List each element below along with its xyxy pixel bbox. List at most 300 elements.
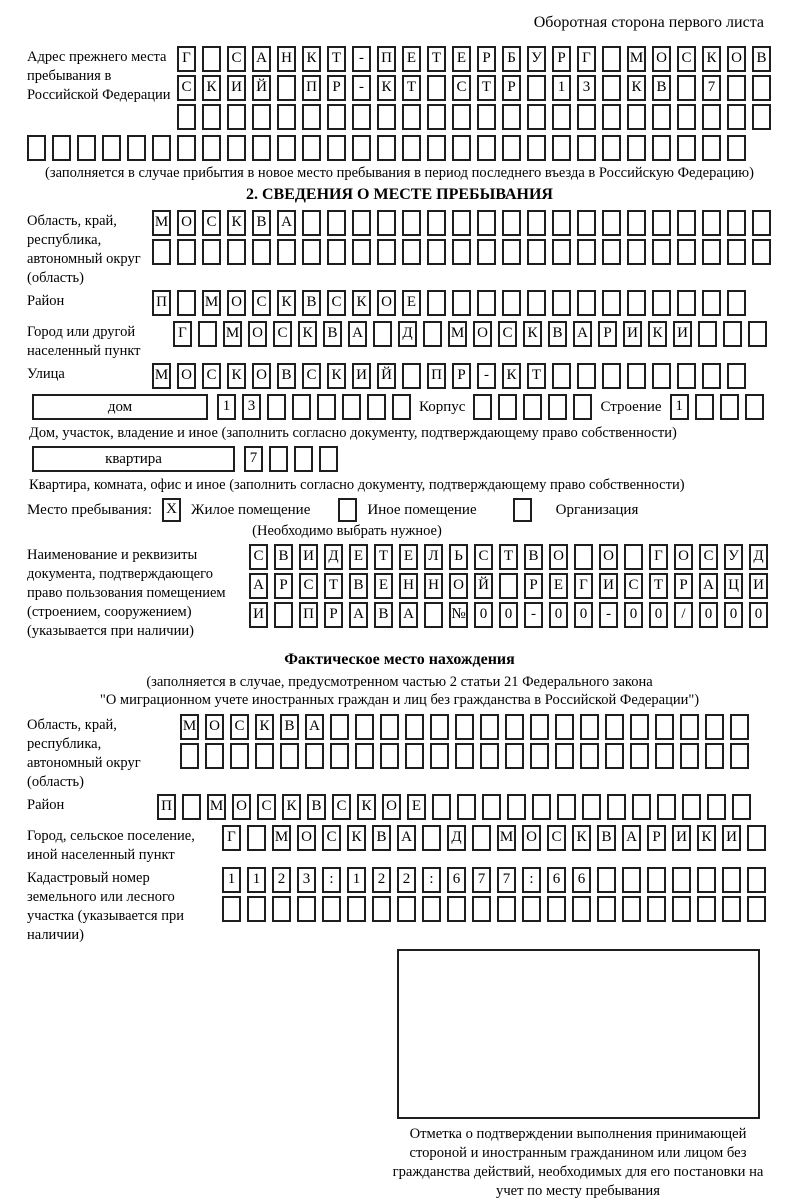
- char-box[interactable]: М: [152, 363, 171, 389]
- char-box[interactable]: [702, 363, 721, 389]
- char-box[interactable]: [355, 743, 374, 769]
- char-box[interactable]: [677, 239, 696, 265]
- char-box[interactable]: [497, 896, 516, 922]
- char-box[interactable]: К: [227, 363, 246, 389]
- char-box[interactable]: [527, 75, 546, 101]
- char-box[interactable]: [252, 135, 271, 161]
- char-box[interactable]: [177, 239, 196, 265]
- char-box[interactable]: [227, 239, 246, 265]
- char-box[interactable]: [752, 104, 771, 130]
- char-row[interactable]: [173, 321, 773, 347]
- char-row[interactable]: [249, 573, 774, 599]
- char-box[interactable]: [552, 135, 571, 161]
- char-box[interactable]: О: [177, 363, 196, 389]
- char-box[interactable]: Д: [749, 544, 768, 570]
- char-box[interactable]: [267, 394, 286, 420]
- char-box[interactable]: [405, 714, 424, 740]
- stroenie-cells[interactable]: [670, 394, 770, 420]
- char-box[interactable]: [342, 394, 361, 420]
- char-box[interactable]: [327, 239, 346, 265]
- char-box[interactable]: [602, 239, 621, 265]
- char-box[interactable]: [452, 290, 471, 316]
- char-box[interactable]: [577, 290, 596, 316]
- char-box[interactable]: Й: [252, 75, 271, 101]
- char-box[interactable]: [605, 714, 624, 740]
- char-box[interactable]: [582, 794, 601, 820]
- char-box[interactable]: К: [377, 75, 396, 101]
- char-box[interactable]: [77, 135, 96, 161]
- char-box[interactable]: [752, 210, 771, 236]
- char-box[interactable]: [527, 239, 546, 265]
- char-box[interactable]: [552, 239, 571, 265]
- char-box[interactable]: [422, 825, 441, 851]
- char-box[interactable]: [652, 239, 671, 265]
- char-box[interactable]: Е: [549, 573, 568, 599]
- char-box[interactable]: [527, 290, 546, 316]
- char-box[interactable]: [457, 794, 476, 820]
- char-box[interactable]: [727, 290, 746, 316]
- char-box[interactable]: 0: [749, 602, 768, 628]
- char-box[interactable]: [397, 896, 416, 922]
- char-box[interactable]: [723, 321, 742, 347]
- char-box[interactable]: Ь: [449, 544, 468, 570]
- char-box[interactable]: И: [599, 573, 618, 599]
- char-box[interactable]: [722, 896, 741, 922]
- char-box[interactable]: [580, 714, 599, 740]
- char-box[interactable]: [322, 896, 341, 922]
- char-box[interactable]: [702, 210, 721, 236]
- char-box[interactable]: Е: [374, 573, 393, 599]
- char-box[interactable]: М: [207, 794, 226, 820]
- char-box[interactable]: [652, 135, 671, 161]
- char-box[interactable]: [202, 135, 221, 161]
- char-box[interactable]: [152, 239, 171, 265]
- char-box[interactable]: [695, 394, 714, 420]
- char-box[interactable]: О: [177, 210, 196, 236]
- char-box[interactable]: [427, 135, 446, 161]
- char-box[interactable]: С: [322, 825, 341, 851]
- char-box[interactable]: [292, 394, 311, 420]
- char-box[interactable]: [372, 896, 391, 922]
- char-box[interactable]: А: [305, 714, 324, 740]
- char-box[interactable]: [747, 825, 766, 851]
- char-box[interactable]: [622, 896, 641, 922]
- char-box[interactable]: К: [627, 75, 646, 101]
- char-box[interactable]: [377, 210, 396, 236]
- char-box[interactable]: [702, 239, 721, 265]
- char-box[interactable]: [627, 290, 646, 316]
- char-row[interactable]: [180, 743, 772, 769]
- char-box[interactable]: [752, 239, 771, 265]
- char-box[interactable]: [577, 210, 596, 236]
- char-box[interactable]: [677, 290, 696, 316]
- char-box[interactable]: [402, 210, 421, 236]
- char-box[interactable]: Е: [349, 544, 368, 570]
- char-box[interactable]: :: [422, 867, 441, 893]
- char-box[interactable]: [552, 210, 571, 236]
- char-box[interactable]: М: [497, 825, 516, 851]
- char-box[interactable]: [627, 135, 646, 161]
- char-box[interactable]: 2: [272, 867, 291, 893]
- char-box[interactable]: [702, 290, 721, 316]
- char-box[interactable]: [297, 896, 316, 922]
- char-box[interactable]: 1: [247, 867, 266, 893]
- char-box[interactable]: Н: [424, 573, 443, 599]
- char-box[interactable]: 0: [499, 602, 518, 628]
- char-row[interactable]: [249, 544, 774, 570]
- char-box[interactable]: С: [624, 573, 643, 599]
- char-box[interactable]: М: [152, 210, 171, 236]
- char-box[interactable]: Р: [274, 573, 293, 599]
- char-box[interactable]: [227, 104, 246, 130]
- char-box[interactable]: [477, 135, 496, 161]
- char-box[interactable]: М: [627, 46, 646, 72]
- char-box[interactable]: О: [377, 290, 396, 316]
- char-box[interactable]: Р: [524, 573, 543, 599]
- char-box[interactable]: [447, 896, 466, 922]
- char-box[interactable]: [177, 290, 196, 316]
- char-box[interactable]: Т: [327, 46, 346, 72]
- char-box[interactable]: И: [623, 321, 642, 347]
- char-box[interactable]: Е: [407, 794, 426, 820]
- char-box[interactable]: С: [474, 544, 493, 570]
- char-box[interactable]: С: [257, 794, 276, 820]
- char-box[interactable]: [430, 714, 449, 740]
- char-box[interactable]: [432, 794, 451, 820]
- checkbox-residential[interactable]: X: [162, 498, 181, 522]
- char-box[interactable]: [605, 743, 624, 769]
- char-row[interactable]: [177, 104, 777, 130]
- char-box[interactable]: [680, 714, 699, 740]
- char-box[interactable]: В: [274, 544, 293, 570]
- char-box[interactable]: [352, 239, 371, 265]
- char-box[interactable]: С: [452, 75, 471, 101]
- char-box[interactable]: [202, 104, 221, 130]
- char-box[interactable]: [602, 46, 621, 72]
- char-box[interactable]: 1: [670, 394, 689, 420]
- char-box[interactable]: К: [277, 290, 296, 316]
- char-box[interactable]: В: [302, 290, 321, 316]
- char-box[interactable]: К: [523, 321, 542, 347]
- char-box[interactable]: Г: [177, 46, 196, 72]
- char-box[interactable]: [247, 825, 266, 851]
- char-box[interactable]: [652, 210, 671, 236]
- char-box[interactable]: [702, 104, 721, 130]
- char-box[interactable]: 0: [549, 602, 568, 628]
- char-box[interactable]: [548, 394, 567, 420]
- char-box[interactable]: [552, 363, 571, 389]
- char-box[interactable]: О: [248, 321, 267, 347]
- char-box[interactable]: [507, 794, 526, 820]
- char-box[interactable]: [552, 104, 571, 130]
- char-box[interactable]: [680, 743, 699, 769]
- char-box[interactable]: [202, 46, 221, 72]
- char-box[interactable]: С: [677, 46, 696, 72]
- char-row[interactable]: [152, 363, 772, 389]
- char-box[interactable]: 3: [242, 394, 261, 420]
- char-box[interactable]: [355, 714, 374, 740]
- char-box[interactable]: -: [599, 602, 618, 628]
- char-box[interactable]: [252, 104, 271, 130]
- char-box[interactable]: [477, 210, 496, 236]
- char-box[interactable]: К: [282, 794, 301, 820]
- char-box[interactable]: [672, 867, 691, 893]
- char-box[interactable]: О: [297, 825, 316, 851]
- char-box[interactable]: [627, 210, 646, 236]
- char-box[interactable]: 7: [702, 75, 721, 101]
- char-box[interactable]: [177, 104, 196, 130]
- char-box[interactable]: А: [622, 825, 641, 851]
- char-box[interactable]: [502, 104, 521, 130]
- char-box[interactable]: Т: [477, 75, 496, 101]
- char-box[interactable]: Р: [327, 75, 346, 101]
- char-box[interactable]: [377, 239, 396, 265]
- char-box[interactable]: [480, 714, 499, 740]
- char-box[interactable]: И: [352, 363, 371, 389]
- char-box[interactable]: [317, 394, 336, 420]
- char-box[interactable]: С: [302, 363, 321, 389]
- char-box[interactable]: Т: [402, 75, 421, 101]
- char-box[interactable]: П: [377, 46, 396, 72]
- char-row[interactable]: [249, 602, 774, 628]
- char-box[interactable]: [572, 896, 591, 922]
- char-row[interactable]: [152, 210, 777, 236]
- char-box[interactable]: [472, 825, 491, 851]
- char-box[interactable]: В: [372, 825, 391, 851]
- char-box[interactable]: О: [522, 825, 541, 851]
- char-box[interactable]: О: [382, 794, 401, 820]
- char-box[interactable]: [677, 210, 696, 236]
- char-box[interactable]: [622, 867, 641, 893]
- char-box[interactable]: П: [152, 290, 171, 316]
- char-box[interactable]: [602, 210, 621, 236]
- char-box[interactable]: [480, 743, 499, 769]
- char-box[interactable]: -: [524, 602, 543, 628]
- char-box[interactable]: [697, 896, 716, 922]
- char-box[interactable]: К: [572, 825, 591, 851]
- char-box[interactable]: [402, 363, 421, 389]
- checkbox-organization[interactable]: [513, 498, 532, 522]
- char-box[interactable]: [27, 135, 46, 161]
- char-box[interactable]: В: [374, 602, 393, 628]
- char-box[interactable]: И: [673, 321, 692, 347]
- char-box[interactable]: [347, 896, 366, 922]
- char-box[interactable]: Т: [499, 544, 518, 570]
- char-box[interactable]: [523, 394, 542, 420]
- char-box[interactable]: [657, 794, 676, 820]
- char-box[interactable]: А: [348, 321, 367, 347]
- char-box[interactable]: [472, 896, 491, 922]
- char-box[interactable]: 2: [397, 867, 416, 893]
- char-box[interactable]: И: [722, 825, 741, 851]
- char-box[interactable]: [527, 135, 546, 161]
- char-box[interactable]: К: [347, 825, 366, 851]
- char-box[interactable]: К: [255, 714, 274, 740]
- char-box[interactable]: [182, 794, 201, 820]
- char-box[interactable]: 6: [447, 867, 466, 893]
- char-box[interactable]: С: [547, 825, 566, 851]
- char-box[interactable]: С: [249, 544, 268, 570]
- char-box[interactable]: [602, 290, 621, 316]
- char-box[interactable]: 0: [724, 602, 743, 628]
- char-row[interactable]: [152, 290, 772, 316]
- char-box[interactable]: [205, 743, 224, 769]
- char-box[interactable]: [752, 75, 771, 101]
- char-box[interactable]: [427, 104, 446, 130]
- char-box[interactable]: 1: [347, 867, 366, 893]
- char-box[interactable]: [630, 714, 649, 740]
- char-box[interactable]: [527, 104, 546, 130]
- char-box[interactable]: О: [674, 544, 693, 570]
- char-box[interactable]: [505, 714, 524, 740]
- char-box[interactable]: В: [597, 825, 616, 851]
- char-box[interactable]: М: [448, 321, 467, 347]
- char-box[interactable]: [277, 135, 296, 161]
- char-box[interactable]: Е: [402, 46, 421, 72]
- char-box[interactable]: М: [202, 290, 221, 316]
- char-box[interactable]: 1: [222, 867, 241, 893]
- char-box[interactable]: О: [205, 714, 224, 740]
- char-box[interactable]: [577, 135, 596, 161]
- char-box[interactable]: 3: [297, 867, 316, 893]
- char-row[interactable]: [222, 867, 772, 893]
- char-box[interactable]: О: [232, 794, 251, 820]
- char-box[interactable]: [577, 104, 596, 130]
- char-box[interactable]: [377, 135, 396, 161]
- apartment-number-cells[interactable]: [244, 446, 344, 472]
- char-box[interactable]: 3: [577, 75, 596, 101]
- char-box[interactable]: Р: [324, 602, 343, 628]
- char-box[interactable]: 0: [574, 602, 593, 628]
- char-box[interactable]: В: [323, 321, 342, 347]
- char-row[interactable]: [177, 75, 777, 101]
- char-box[interactable]: О: [473, 321, 492, 347]
- char-box[interactable]: [672, 896, 691, 922]
- char-box[interactable]: [127, 135, 146, 161]
- char-box[interactable]: [652, 104, 671, 130]
- char-box[interactable]: В: [524, 544, 543, 570]
- char-box[interactable]: [477, 239, 496, 265]
- char-box[interactable]: О: [652, 46, 671, 72]
- house-number-cells[interactable]: [217, 394, 417, 420]
- char-box[interactable]: А: [397, 825, 416, 851]
- char-box[interactable]: [547, 896, 566, 922]
- char-box[interactable]: [367, 394, 386, 420]
- char-box[interactable]: А: [399, 602, 418, 628]
- char-box[interactable]: [573, 394, 592, 420]
- char-box[interactable]: [577, 239, 596, 265]
- char-box[interactable]: [632, 794, 651, 820]
- char-box[interactable]: [532, 794, 551, 820]
- char-box[interactable]: [502, 290, 521, 316]
- char-box[interactable]: :: [522, 867, 541, 893]
- char-box[interactable]: [747, 896, 766, 922]
- char-box[interactable]: Р: [598, 321, 617, 347]
- char-box[interactable]: [727, 239, 746, 265]
- char-box[interactable]: Т: [374, 544, 393, 570]
- char-box[interactable]: [602, 363, 621, 389]
- char-box[interactable]: [305, 743, 324, 769]
- char-box[interactable]: [574, 544, 593, 570]
- char-box[interactable]: Р: [674, 573, 693, 599]
- char-box[interactable]: [424, 602, 443, 628]
- char-box[interactable]: [727, 104, 746, 130]
- char-box[interactable]: [527, 210, 546, 236]
- char-box[interactable]: Г: [577, 46, 596, 72]
- char-box[interactable]: Р: [552, 46, 571, 72]
- char-box[interactable]: [502, 210, 521, 236]
- char-box[interactable]: Т: [527, 363, 546, 389]
- char-box[interactable]: [727, 210, 746, 236]
- char-box[interactable]: 7: [472, 867, 491, 893]
- char-box[interactable]: Д: [447, 825, 466, 851]
- char-box[interactable]: [502, 239, 521, 265]
- char-box[interactable]: В: [252, 210, 271, 236]
- char-box[interactable]: Т: [649, 573, 668, 599]
- char-box[interactable]: [652, 290, 671, 316]
- char-box[interactable]: [227, 135, 246, 161]
- char-box[interactable]: [647, 896, 666, 922]
- char-box[interactable]: [557, 794, 576, 820]
- char-box[interactable]: [327, 210, 346, 236]
- char-box[interactable]: У: [527, 46, 546, 72]
- char-box[interactable]: [330, 743, 349, 769]
- char-box[interactable]: Л: [424, 544, 443, 570]
- char-box[interactable]: В: [307, 794, 326, 820]
- char-box[interactable]: [482, 794, 501, 820]
- char-box[interactable]: [427, 75, 446, 101]
- char-box[interactable]: [352, 104, 371, 130]
- char-box[interactable]: [277, 75, 296, 101]
- char-box[interactable]: 0: [649, 602, 668, 628]
- char-box[interactable]: П: [427, 363, 446, 389]
- char-box[interactable]: [677, 135, 696, 161]
- char-box[interactable]: [198, 321, 217, 347]
- char-row[interactable]: [157, 794, 772, 820]
- char-box[interactable]: В: [349, 573, 368, 599]
- char-box[interactable]: К: [357, 794, 376, 820]
- char-box[interactable]: А: [249, 573, 268, 599]
- char-box[interactable]: 0: [474, 602, 493, 628]
- char-box[interactable]: К: [697, 825, 716, 851]
- char-box[interactable]: [427, 290, 446, 316]
- char-box[interactable]: [705, 743, 724, 769]
- char-box[interactable]: И: [299, 544, 318, 570]
- char-box[interactable]: [655, 714, 674, 740]
- char-box[interactable]: [392, 394, 411, 420]
- char-box[interactable]: [302, 239, 321, 265]
- char-box[interactable]: [555, 743, 574, 769]
- char-box[interactable]: [247, 896, 266, 922]
- char-box[interactable]: [52, 135, 71, 161]
- char-box[interactable]: [647, 867, 666, 893]
- char-box[interactable]: С: [202, 210, 221, 236]
- char-box[interactable]: [499, 573, 518, 599]
- char-box[interactable]: [602, 104, 621, 130]
- char-box[interactable]: С: [177, 75, 196, 101]
- char-box[interactable]: С: [227, 46, 246, 72]
- char-box[interactable]: [102, 135, 121, 161]
- char-box[interactable]: [477, 290, 496, 316]
- char-box[interactable]: 1: [552, 75, 571, 101]
- char-box[interactable]: В: [277, 363, 296, 389]
- char-box[interactable]: Р: [502, 75, 521, 101]
- char-box[interactable]: [732, 794, 751, 820]
- char-box[interactable]: Т: [324, 573, 343, 599]
- char-box[interactable]: [274, 602, 293, 628]
- char-box[interactable]: [294, 446, 313, 472]
- char-box[interactable]: [430, 743, 449, 769]
